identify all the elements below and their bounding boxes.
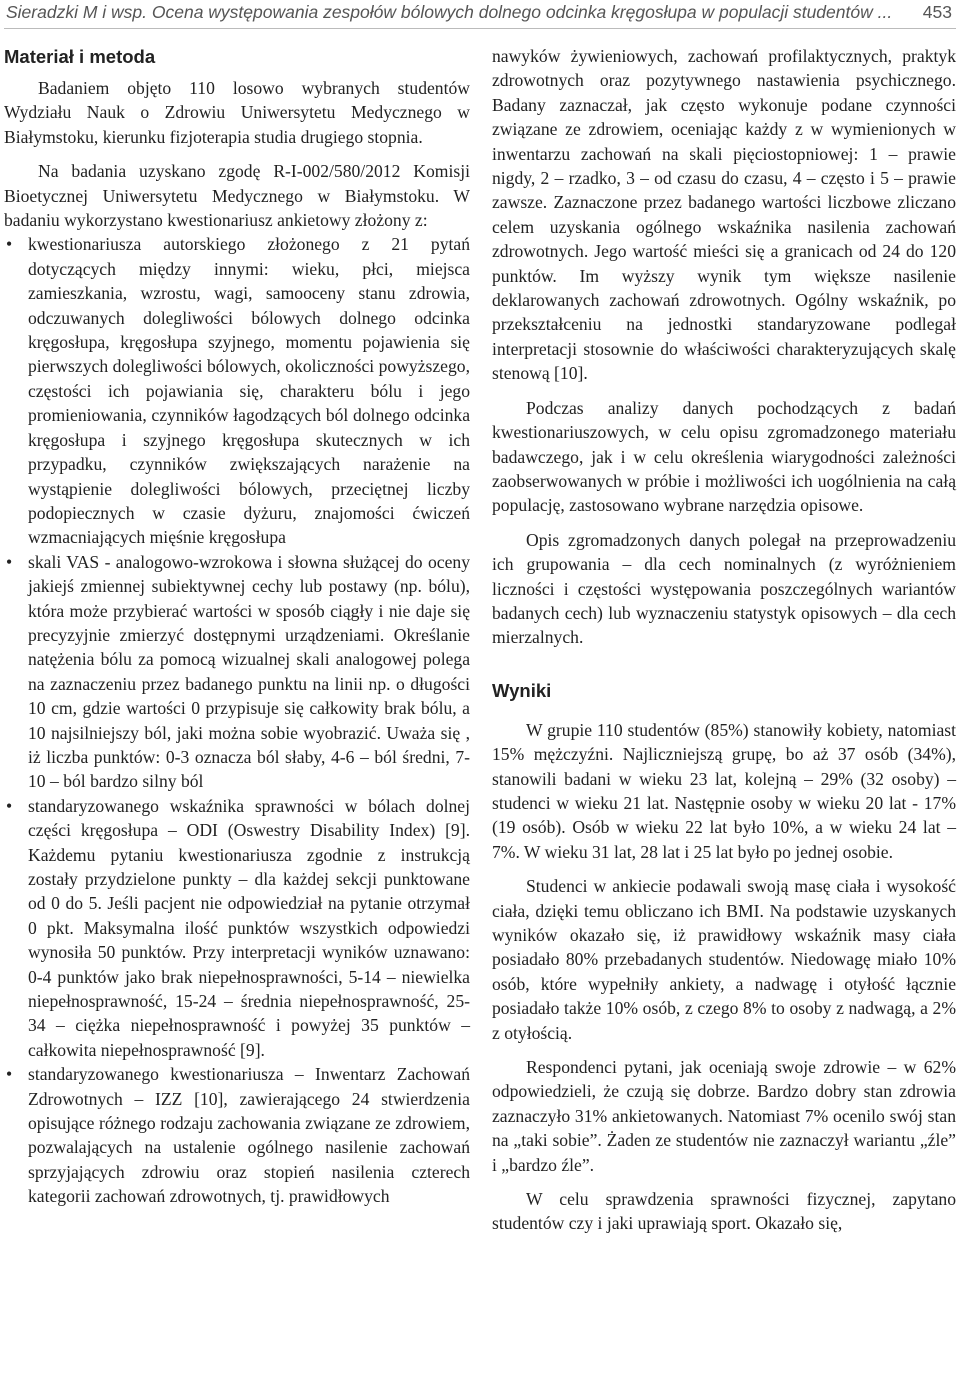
paragraph-results-demographics: W grupie 110 studentów (85%) stanowiły kobiety, natomiast 15% mężczyźni. Najliczniejszą grupę, bo aż 37 osób (34%), stanowili badani w wieku 23 lat, kolejną – 29% (32 osoby) – studenci w wieku 21 lat. Następnie osoby w wieku 20 lat - 17% (19 osób). Osób w wieku 22 lat było 10%, a w wieku 24 lat – 7%. W wieku 31 lat, 28 lat i 25 lat było po jednej osobie.: [492, 719, 956, 862]
page-number: 453: [922, 2, 952, 22]
right-column: [492, 44, 956, 1236]
section-heading-methods: Materiał i metoda: [4, 46, 156, 67]
paragraph-results-sport: W celu sprawdzenia sprawności fizycznej, zapytano studentów czy i jaki uprawiają sport. Okazało się,: [492, 1189, 956, 1234]
list-item: • standaryzowanego kwestionariusza – Inwentarz Zachowań Zdrowotnych – IZZ [10], zawierającego 24 stwierdzenia opisujące różnego rodzaju zachowania związane ze zdrowiem, pozwalających na ustalenie ogólnego nasilenie zachowań sprzyjających zdrowiu oraz stopień nasilenia czterech kategorii zachowań zdrowotnych, tj. prawidłowych: [4, 1062, 470, 1208]
paragraph-analysis: Podczas analizy danych pochodzących z badań kwestionariuszowych, w celu opisu zgromadzonego materiału badawczego, jak i w celu określenia wiarygodności zależności zaobserwowanych w próbie i możliwości ich uogólnienia na całą populację, zastosowano wybrane narzędzia opisowe.: [492, 397, 956, 516]
paragraph-izz-continued: nawyków żywieniowych, zachowań profilaktycznych, praktyk zdrowotnych oraz pozytywnego nastawienia psychicznego. Badany zaznaczał, jak często wykonuje podane czynności związane ze zdrowiem, oceniając każdy z w wymienionych w inwentarzu zachowań na skali pięciostopniowej: 1 – prawie nigdy, 2 – rzadko, 3 – od czasu do czasu, 4 – często i 5 – prawie zawsze. Zaznaczone przez badanego wartości liczbowe zliczano celem uzyskania ogólnego wskaźnika nasilenia zachowań zdrowotnych. Jego wartość mieści się a granicach od 24 do 120 punktów. Im wyższy wynik tym większe nasilenie deklarowanych zachowań zdrowotnych. Ogólny wskaźnik, po przekształceniu na jednostki standaryzowane podlegał interpretacji stosownie do właściwości charakteryzujących skalę stenową [10].: [492, 46, 956, 384]
list-item: • kwestionariusza autorskiego złożonego z 21 pytań dotyczących między innymi: wieku, płci, miejsca zamieszkania, wzrostu, wagi, samooceny stanu zdrowia, odczuwanych dolegliwości bólowych dolnego odcinka kręgosłupa, kręgosłupa szyjnego, momentu pojawienia się pierwszych dolegliwości bólowych, okoliczności powyższego, częstości ich pojawiania się, charakteru bólu i jego promieniowania, czynników łagodzących ból dolnego odcinka kręgosłupa i szyjnego kręgosłupa skutecznych w ich przypadku, czynników zwiększających narażenie na wystąpienie dolegliwości bólowych, przeciętnej liczby podopiecznych w czasie dyżuru, znajomości ćwiczeń wzmacniających mięśnie kręgosłupa: [4, 232, 470, 549]
paragraph-study-group: Badaniem objęto 110 losowo wybranych studentów Wydziału Nauk o Zdrowiu Uniwersytetu Medycznego w Białymstoku, kierunku fizjoterapia studia drugiego stopnia.: [4, 78, 470, 147]
paragraph-ethics-approval: Na badania uzyskano zgodę R-I-002/580/2012 Komisji Bioetycznej Uniwersytetu Medycznego w Białymstoku. W badaniu wykorzystano kwestionariusz ankietowy złożony z:: [4, 161, 470, 231]
paragraph-results-health: Respondenci pytani, jak oceniają swoje zdrowie – w 62% odpowiedzieli, że czują się dobrze. Bardzo dobry stan zdrowia zaznaczyło 31% ankietowanych. Natomiast 7% ocenilo swój stan na „taki sobie”. Żaden ze studentów nie zaznaczył wariantu „źle” i „bardzo źle”.: [492, 1057, 956, 1175]
paragraph-results-bmi: Studenci w ankiecie podawali swoją masę ciała i wysokość ciała, dzięki temu obliczano ich BMI. Na podstawie uzyskanych wyników okazało się, iż prawidłowy wskaźnik masy ciała posiadało 80% przebadanych studentów. Niedowagę miało 10% osób, które wypełniły ankiety, a nadwagę i otyłość łącznie posiadało także 10% osób, z czego 8% to osoby z nadwagą, a 2% z otyłością.: [492, 876, 956, 1043]
paragraph-description: Opis zgromadzonych danych polegał na przeprowadzeniu ich grupowania – dla cech nominalnych (z wyróżnieniem liczności i częstości występowania poszczególnych wariantów badanych cech) lub wyznaczeniu statystyk opisowych – dla cech mierzalnych.: [492, 529, 956, 648]
running-header: [0, 0, 960, 30]
section-heading-results: Wyniki: [492, 679, 552, 701]
left-column: [4, 44, 470, 1209]
header-divider: [4, 28, 956, 29]
questionnaire-list: [4, 232, 470, 1208]
list-item: • standaryzowanego wskaźnika sprawności w bólach dolnej części kręgosłupa – ODI (Oswestry Disability Index) [9]. Każdemu pytaniu kwestionariusza zgodnie z instrukcją zostały przydzielone punkty – dla każdej sekcji punktowane od 0 do 5. Jeśli pacjent nie odpowiedział na pytanie otrzymał 0 pkt. Maksymalna ilość punktów wszystkich odpowiedzi wynosiła 50 punktów. Przy interpretacji wyników uznawano: 0-4 punktów jako brak niepełnosprawności, 5-14 – niewielka niepełnosprawność, 15-24 – średnia niepełnosprawność, 25-34 – ciężka niepełnosprawność i powyżej 35 punktów – całkowita niepełnosprawność [9].: [4, 794, 470, 1062]
list-item: • skali VAS - analogowo-wzrokowa i słowna służącej do oceny jakiejś zmiennej subiektywnej cechy lub postawy (np. bólu), która może przybierać wartości w sposób ciągły i nie daje się precyzyjnie zmierzyć dostępnymi urządzeniami. Określanie natężenia bólu za pomocą wizualnej skali analogowej polega na zaznaczeniu przez badanego punktu na linii np. o długości 10 cm, gdzie wartości 0 przypisuje się całkowity brak bólu, a 10 najsilniejszy ból, jaki można sobie wyobrazić. Uważa się , iż liczba punktów: 0-3 oznacza ból słaby, 4-6 – ból średni, 7-10 – ból bardzo silny ból: [4, 550, 470, 794]
running-title: Sieradzki M i wsp. Ocena występowania zespołów bólowych dolnego odcinka kręgosłupa w populacji studentów ...: [6, 2, 893, 22]
